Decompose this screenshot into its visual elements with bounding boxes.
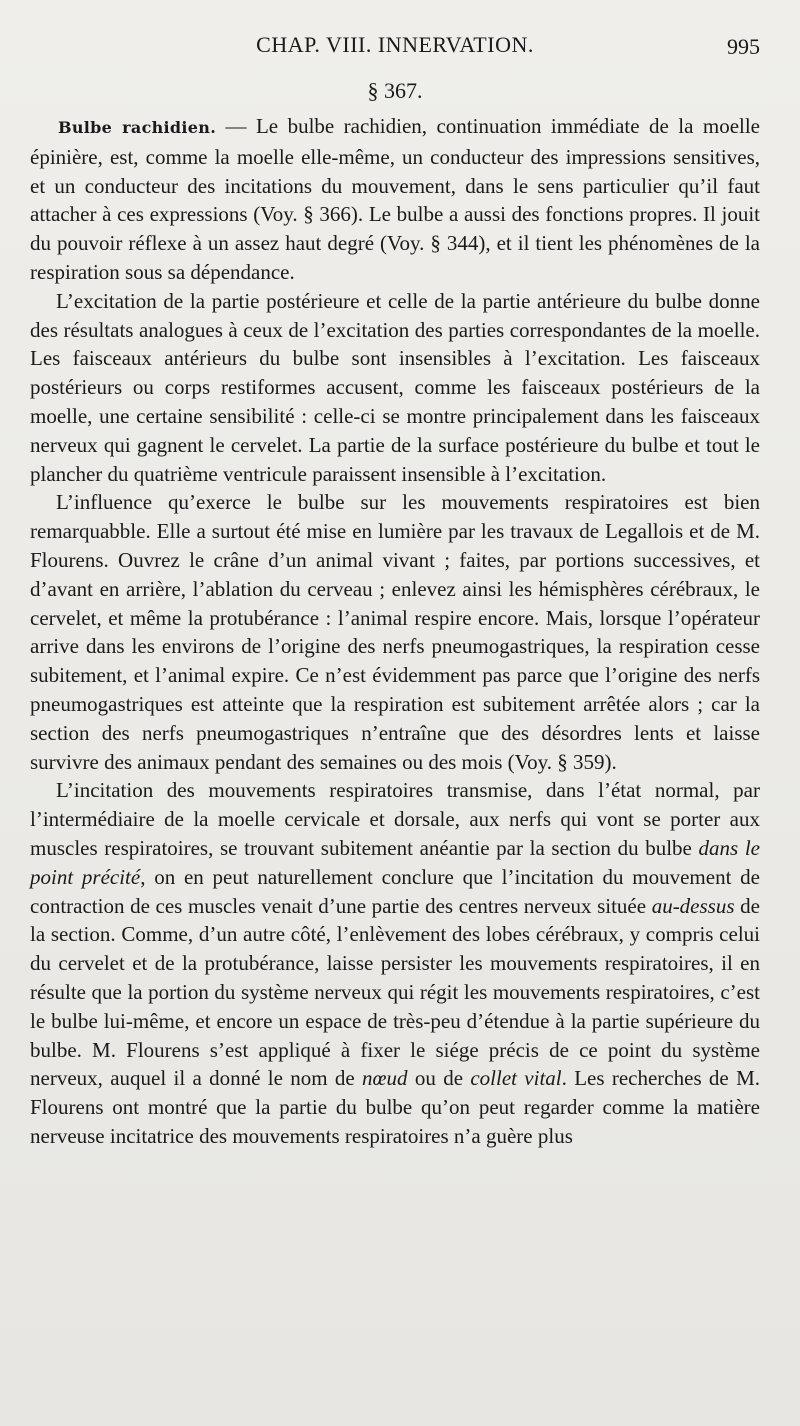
italic-phrase: dans le point précité bbox=[30, 835, 760, 889]
paragraph-2: L’excitation de la partie postérieure et celle de la partie antérieure du bulbe donne des résultats analogues à ceux de l’excitation des parties correspondantes de la moelle. Les faisceaux antérieurs du bulbe sont insensibles à l’excitation. Les faisceaux postérieurs ou corps restiformes accusent, comme les faisceaux postérieurs de la moelle, une certaine sensibilité : celle-ci se montre principalement dans les faisceaux nerveux qui gagnent le cervelet. La partie de la surface postérieure du bulbe et tout le plancher du quatrième ventricule paraissent insensible à l’excitation. bbox=[30, 288, 760, 486]
italic-phrase: au-dessus bbox=[651, 893, 735, 918]
page-number: 995 bbox=[727, 34, 760, 59]
section-heading: Bulbe rachidien. bbox=[58, 118, 217, 137]
paragraph-4-text-b: , on en peut naturellement conclure que l’incitation du mouvement de contraction de ces muscles venait d’une partie des centres nerveux située bbox=[30, 864, 760, 918]
italic-phrase: collet vital bbox=[470, 1066, 562, 1091]
page-header bbox=[30, 32, 760, 72]
paragraph-4-text-d: ou de bbox=[407, 1066, 471, 1091]
italic-phrase: nœud bbox=[362, 1066, 408, 1091]
section-number: § 367. bbox=[367, 78, 423, 103]
paragraph-1-text: — Le bulbe rachidien, continuation immédiate de la moelle épinière, est, comme la moelle elle-même, un conducteur des impressions sensitives, et un conducteur des incitations du mouvement, dans le sens particulier qu’il faut attacher à ces expressions (Voy. § 366). Le bulbe a aussi des fonctions propres. Il jouit du pouvoir réflexe à un assez haut degré (Voy. § 344), et il tient les phénomènes de la respiration sous sa dépendance. bbox=[30, 114, 760, 284]
paragraph-1 bbox=[30, 112, 760, 287]
body-text bbox=[30, 112, 760, 1151]
paragraph-3: L’influence qu’exerce le bulbe sur les mouvements respiratoires est bien remarquabble. Elle a surtout été mise en lumière par les travaux de Legallois et de M. Flourens. Ouvrez le crâne d’un animal vivant ; faites, par portions successives, et d’avant en arrière, l’ablation du cerveau ; enlevez ainsi les hémisphères cérébraux, le cervelet, et même la protubérance : l’animal respire encore. Mais, lorsque l’opérateur arrive dans les environs de l’origine des nerfs pneumogastriques, la respiration cesse subitement, et l’animal expire. Ce n’est évidemment pas parce que l’origine des nerfs pneumogastriques est atteinte que la respiration est subitement arrêtée alors ; car la section des nerfs pneumogastriques n’entraîne que des désordres lents et laisse survivre des animaux pendant des semaines ou des mois (Voy. § 359). bbox=[30, 490, 760, 774]
paragraph-4-text-a: L’incitation des mouvements respiratoires transmise, dans l’état normal, par l’intermédiaire de la moelle cervicale et dorsale, aux nerfs qui vont se porter aux muscles respiratoires, se trouvant subitement anéantie par la section du bulbe bbox=[30, 778, 760, 860]
paragraph-4-text-c: de la section. Comme, d’un autre côté, l’enlèvement des lobes cérébraux, y compris celui du cervelet et de la protubérance, laisse persister les mouvements respiratoires, il en résulte que la portion du système nerveux qui régit les mouvements respiratoires, c’est le bulbe lui-même, et encore un espace de très-peu d’étendue à la partie supérieure du bulbe. M. Flourens s’est appliqué à fixer le siége précis de ce point du système nerveux, auquel il a donné le nom de bbox=[30, 893, 760, 1091]
paragraph-4-text-e: . Les recherches de M. Flourens ont montré que la partie du bulbe qu’on peut regarder comme la matière nerveuse incitatrice des mouvements respiratoires n’a guère plus bbox=[30, 1066, 760, 1148]
running-head: CHAP. VIII. INNERVATION. bbox=[256, 32, 534, 57]
paragraph-4 bbox=[30, 776, 760, 1150]
